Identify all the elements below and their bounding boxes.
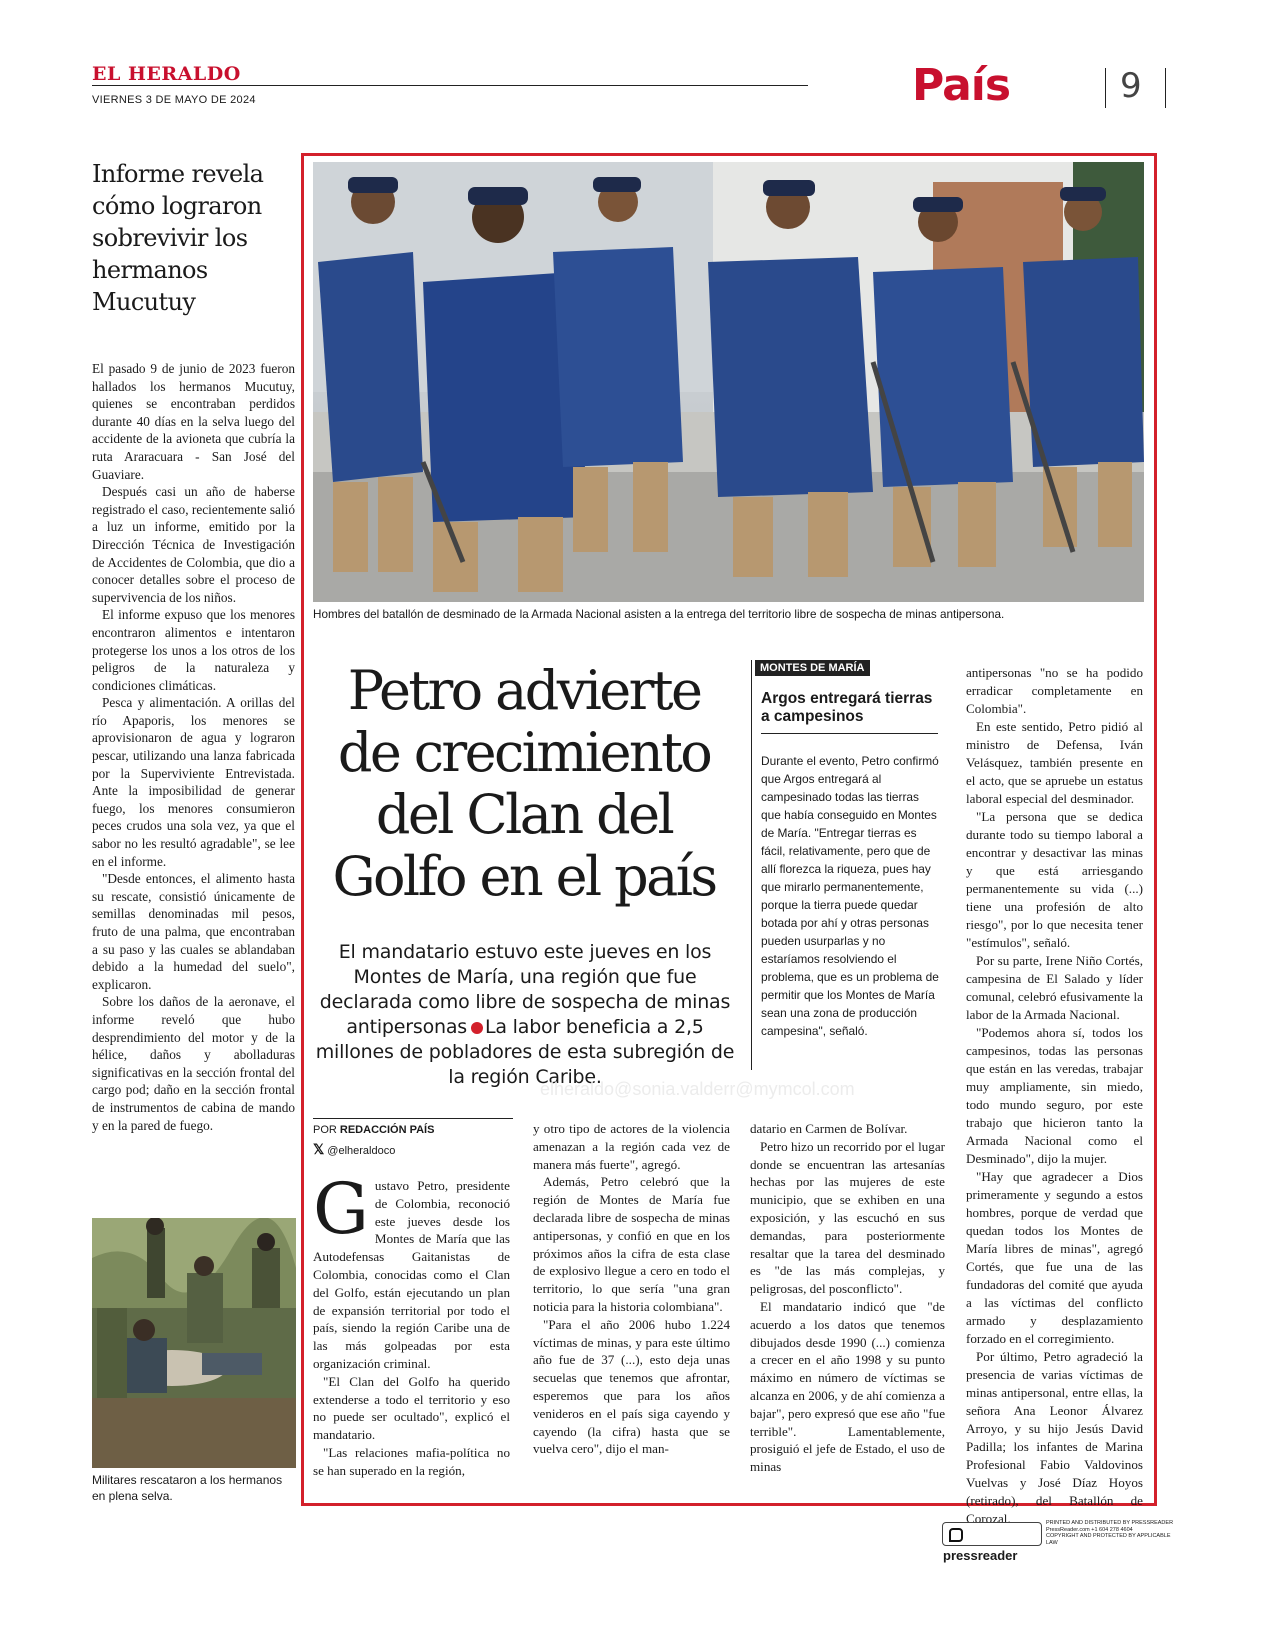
inset-divider: [751, 660, 752, 1070]
notice-line: COPYRIGHT AND PROTECTED BY APPLICABLE LAW: [1046, 1533, 1171, 1546]
byline-prefix: POR: [313, 1124, 337, 1136]
issue-date: VIERNES 3 DE MAYO DE 2024: [92, 94, 256, 106]
notice-line: PRINTED AND DISTRIBUTED BY PRESSREADER: [1046, 1520, 1174, 1526]
deminers-photo: [313, 162, 1144, 602]
section-title: País: [912, 60, 1011, 111]
pressreader-badge[interactable]: [942, 1522, 1042, 1563]
paragraph: y otro tipo de actores de la violencia amenazan a la región cada vez de manera más fuerte", agregó.: [533, 1121, 730, 1172]
inset-tag: MONTES DE MARÍA: [755, 660, 870, 676]
paragraph: Petro hizo un recorrido por el lugar donde se encuentran las artesanías hechas por las mujeres de este municipio, que se exhiben en una exposición, y las escuchó en sus demandas, para posteriormente resaltar que la tarea del desminado es "de las más complejas, y peligrosas, del posconflicto".: [750, 1138, 945, 1297]
paragraph: En este sentido, Petro pidió al ministro de Defensa, Iván Velásquez, también presente en el acto, que se apruebe un estatus laboral especial del desminador.: [966, 719, 1143, 806]
paragraph: El pasado 9 de junio de 2023 fueron hallados los hermanos Mucutuy, quienes se encontraban perdidos durante 40 días en la selva luego del accidente de la avioneta que cubría la ruta Araracuara - San José del Guaviare.: [92, 361, 295, 482]
sidebar-body: [92, 360, 295, 1134]
article-column-1: [313, 1168, 510, 1480]
pressreader-label: pressreader: [943, 1548, 1018, 1563]
paragraph: El mandatario indicó que "de acuerdo a los datos que tenemos dibujados desde 1990 (...) comienza a crecer en el año 1998 y su punto máximo en número de víctimas se alcanza en 2006, y de ahí comienza a bajar", pero expresó que ese año "fue terrible". Lamentablemente, prosiguió el jefe de Estado, el uso de minas: [750, 1298, 946, 1475]
byline-rule: [313, 1118, 513, 1119]
paragraph: Además, Petro celebró que la región de Montes de María fue declarada libre de sospecha de minas antipersonas, y confió en que en los próximos años la cifra de esta clase de explosivo llegue a cero en todo el territorio, lo que sería "una gran noticia para la historia colombiana".: [533, 1174, 730, 1314]
sidebar-headline: Informe revela cómo lograron sobrevivir los hermanos Mucutuy: [92, 160, 264, 316]
header-rule: [92, 85, 808, 86]
inset-rule: [761, 733, 938, 734]
masthead: EL HERALDO: [92, 63, 241, 85]
paragraph: Pesca y alimentación. A orillas del río Apaporis, los menores se aprovisionaron de agua y lograron pescar, utilizando una lanza fabricada por la Superviviente Entrevistada. Ante la imposibilidad de generar fuego, los menores consumieron peces crudos una sola vez, ya que el sabor no les resultó agradable", se lee en el informe.: [92, 695, 295, 869]
paragraph: "Para el año 2006 hubo 1.224 víctimas de minas, y para este último año fue de 37 (...), esto deja unas secuelas que tenemos que afrontar, esperemos que para los años venideros en el país siga cayendo y cayendo (la cifra) hasta que se vuelva cero", dijo el man-: [533, 1316, 730, 1457]
drop-cap: G: [313, 1168, 369, 1250]
paragraph: Después casi un año de haberse registrado el caso, recientemente salió a luz un informe, emitido por la Dirección Técnica de Investigación de Accidentes de Colombia, que dio a conocer detalles sobre el proceso de supervivencia de los niños.: [92, 484, 295, 605]
inset-title: Argos entregará tierras a campesinos: [761, 690, 933, 725]
article-column-4: [966, 664, 1143, 1528]
lede-text: La labor beneficia a 2,5 millones de pobladores de esta subregión de la región Caribe.: [315, 1016, 735, 1088]
pressreader-logo-icon: [949, 1528, 963, 1542]
paragraph: El informe expuso que los menores encontraron alimentos e intentaron protegerse los unos a los otros de los peligros de la naturaleza y condiciones climáticas.: [92, 607, 295, 693]
paragraph: antipersonas "no se ha podido erradicar completamente en Colombia".: [966, 665, 1143, 716]
inset-body: Durante el evento, Petro confirmó que Argos entregará al campesinado todas las tierras que había conseguido en Montes de María. "Entregar tierras es fácil, relativamente, pero que de allí florezca la riqueza, pues hay que mirarlo permanentemente, porque la tierra puede quedar botada por ahí y otras personas pueden usurparlas y no estaríamos resolviendo el problema, que es un problema de permitir que los Montes de María sean una zona de producción campesina", señaló.: [761, 754, 939, 1038]
paragraph: "El Clan del Golfo ha querido extenderse a todo el territorio y eso no puede ser ocultado", explicó el mandatario.: [313, 1373, 510, 1443]
paragraph: "Hay que agradecer a Dios primeramente y segundo a estos hombres, porque de verdad que quedan todos los Montes de María libres de minas", agregó Cortés, que fue una de las fundadoras del comité que ayuda a las víctimas del conflicto armado y desplazamiento forzado en el corregimiento.: [966, 1169, 1143, 1346]
paragraph: ustavo Petro, presidente de Colombia, reconoció este jueves desde los Montes de María que las Autodefensas Gaitanistas de Colombia, conocidas como el Clan del Golfo, están ejecutando un plan de expansión territorial por todo el país, siendo la región Caribe una de las más golpeadas por esta organización criminal.: [313, 1178, 510, 1371]
paragraph: "Desde entonces, el alimento hasta su rescate, consistió únicamente de semillas denominadas mil pesos, fruto de una palma, que encontraban a su paso y las cuales se ablandaban debido a la humedad del suelo", explicaron.: [92, 871, 295, 992]
article-column-2: [533, 1120, 730, 1458]
divider: [1165, 68, 1166, 108]
byline: [313, 1124, 434, 1136]
paragraph: "Podemos ahora sí, todos los campesinos, todas las personas que están en las veredas, trabajar muy ampliamente, sin miedo, todo mundo seguro, por este trabajo que hicieron tanto la Armada Nacional como el Desminado", dijo la mujer.: [966, 1025, 1143, 1166]
social-handle[interactable]: [313, 1141, 395, 1158]
notice-line: PressReader.com +1 604 278 4604: [1046, 1526, 1133, 1533]
article-lede: [314, 940, 736, 1090]
paragraph: "Las relaciones mafia-política no se han superado en la región,: [313, 1444, 510, 1478]
article-headline: Petro advierte de crecimiento del Clan del Golfo en el país: [332, 659, 716, 908]
paragraph: Por su parte, Irene Niño Cortés, campesina de El Salado y líder comunal, celebró efusivamente la labor de la Armada Nacional.: [966, 953, 1143, 1022]
handle-text: @elheraldoco: [327, 1145, 396, 1157]
jungle-rescue-photo: [92, 1218, 296, 1468]
pressreader-notice: [1046, 1520, 1181, 1546]
x-logo-icon: 𝕏: [313, 1141, 325, 1157]
byline-author: REDACCIÓN PAÍS: [339, 1124, 435, 1136]
bullet-icon: [471, 1022, 483, 1034]
paragraph: "La persona que se dedica durante todo su tiempo laboral a encontrar y desactivar las minas y que está arriesgando permanentemente su vida (...) tiene una profesión de alto riesgo", por lo que necesita tener "estímulos", señaló.: [966, 809, 1143, 950]
paragraph: Sobre los daños de la aeronave, el informe reveló que hubo desprendimiento del motor y de la hélice, daños y abolladuras significativas en la sección frontal del cargo pod; daño en la sección frontal de instrumentos de cabina de mando y en la pared de fuego.: [92, 994, 295, 1133]
page-number: 9: [1120, 66, 1142, 106]
paragraph: datario en Carmen de Bolívar.: [750, 1121, 908, 1136]
divider: [1105, 68, 1106, 108]
article-column-3: [750, 1120, 945, 1476]
paragraph: Por último, Petro agradeció la presencia de varias víctimas de minas antipersonal, entre ellas, la señora Ana Leonor Álvarez Arroyo, y su hijo Jesús David Padilla; los infantes de Marina Profesional Fabio Valdovinos Vuelvas y José Díaz Hoyos (retirado), del Batallón de Corozal.: [966, 1349, 1143, 1526]
sidebar-photo-caption: Militares rescataron a los hermanos en plena selva.: [92, 1473, 283, 1503]
lede-text: El mandatario estuvo este jueves en los Montes de María, una región que fue declarada como libre de sospecha de minas antipersonas: [319, 941, 731, 1038]
photo-caption: Hombres del batallón de desminado de la Armada Nacional asisten a la entrega del territorio libre de sospecha de minas antipersona.: [313, 608, 1005, 621]
watermark: elheraldo@sonia.valderr@mymcol.com: [540, 1079, 855, 1099]
